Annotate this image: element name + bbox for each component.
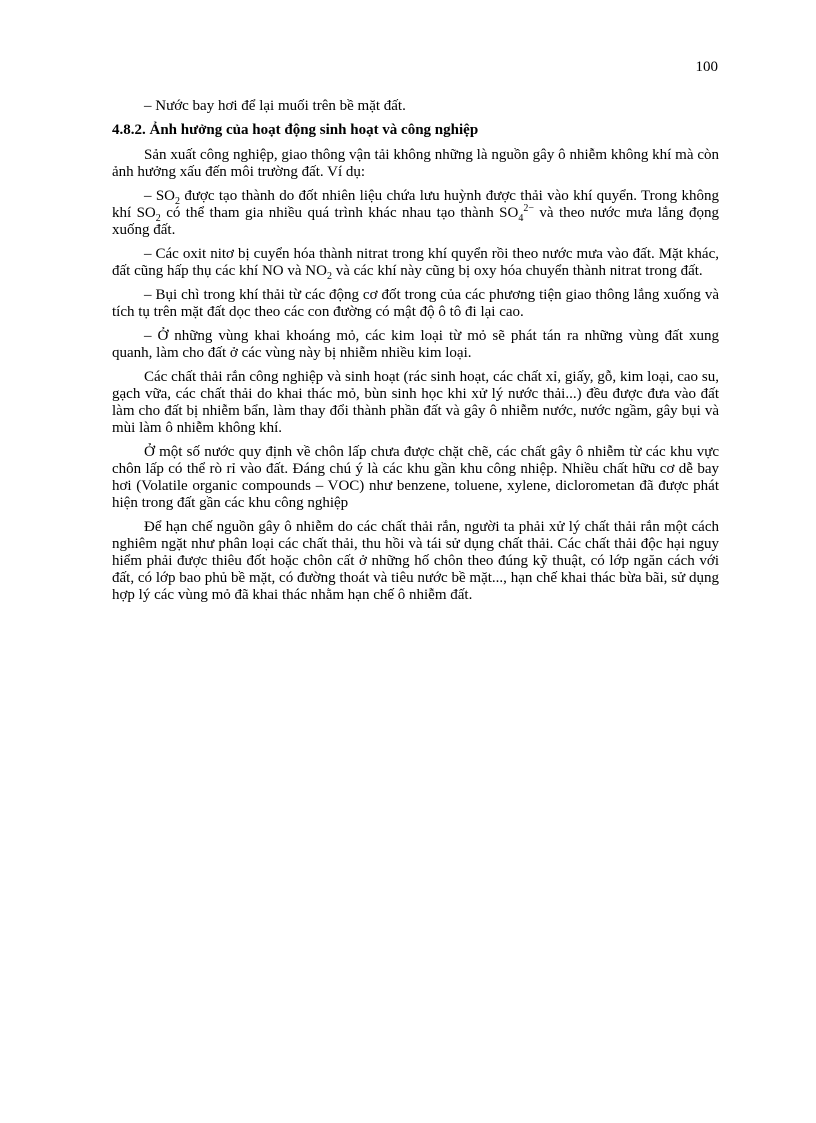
nox-text-2: và các khí này cũng bị oxy hóa chuyển thành nitrat trong đất. (331, 263, 703, 279)
so2-subscript-2: 2 (155, 213, 161, 224)
paragraph-intro: Sản xuất công nghiệp, giao thông vận tải không những là nguồn gây ô nhiễm không khí mà còn ảnh hưởng xấu đến môi trường đất. Ví dụ: (112, 147, 719, 180)
so4-superscript: 2− (523, 203, 534, 214)
page-number: 100 (695, 59, 718, 75)
bullet-evaporation: – Nước bay hơi để lại muối trên bề mặt đất. (144, 98, 406, 114)
so2-text-1: được tạo thành do đốt nhiên liệu chứa lưu huỳnh được thải vào khí quyển. Trong không khí SO (112, 188, 719, 221)
so2-dash: – SO (144, 188, 176, 204)
bullet-nitrogen-oxides (112, 246, 719, 280)
no2-subscript: 2 (326, 271, 332, 282)
so4-subscript: 4 (518, 213, 524, 224)
bullet-lead-dust: – Bụi chì trong khí thải từ các động cơ đốt trong của các phương tiện giao thông lắng xuống và tích tụ trên mặt đất dọc theo các con đường có mật độ ô tô đi lại cao. (112, 287, 719, 320)
so2-text-2: có thể tham gia nhiều quá trình khác nhau tạo thành SO (160, 205, 519, 221)
section-heading: 4.8.2. Ảnh hưởng của hoạt động sinh hoạt và công nghiệp (112, 122, 479, 138)
bullet-so2 (112, 188, 719, 239)
document-body (112, 98, 719, 611)
bullet-mining: – Ở những vùng khai khoáng mỏ, các kim loại từ mỏ sẽ phát tán ra những vùng đất xung quanh, làm cho đất ở các vùng này bị nhiễm nhiều kim loại. (112, 328, 719, 361)
paragraph-landfill: Ở một số nước quy định về chôn lấp chưa được chặt chẽ, các chất gây ô nhiễm từ các khu vực chôn lấp có thể rò rỉ vào đất. Đáng chú ý là các khu gần khu công nhiệp. Nhiều chất hữu cơ dễ bay hơi (Volatile organic compounds – VOC) như benzene, toluene, xylene, diclorometan đã được phát hiện trong đất gần các khu công nghiệp (112, 444, 719, 511)
paragraph-solid-waste: Các chất thải rắn công nghiệp và sinh hoạt (rác sinh hoạt, các chất xỉ, giấy, gỗ, kim loại, cao su, gạch vữa, các chất thải do khai thác mỏ, bùn sinh học khi xử lý nước thải...) đều được đưa vào đất làm cho đất bị nhiễm bẩn, làm thay đổi thành phần đất và gây ô nhiễm nước, nước ngầm, gây bụi và mùi làm ô nhiễm không khí. (112, 369, 719, 436)
nox-text-1: – Các oxit nitơ bị cuyển hóa thành nitrat trong khí quyển rồi theo nước mưa vào đất. Mặt khác, đất cũng hấp thụ các khí NO và NO (112, 246, 719, 279)
paragraph-mitigation: Để hạn chế nguồn gây ô nhiễm do các chất thải rắn, người ta phải xử lý chất thải rắn một cách nghiêm ngặt như phân loại các chất thải, thu hồi và tái sử dụng chất thải. Các chất thải độc hại nguy hiểm phải được thiêu đốt hoặc chôn cất ở những hố chôn theo đúng kỹ thuật, có lớp ngăn cách với đất, có lớp bao phủ bề mặt, có đường thoát và tiêu nước bề mặt..., hạn chế khai thác bừa bãi, sử dụng hợp lý các vùng mỏ đã khai thác nhằm hạn chế ô nhiễm đất. (112, 519, 719, 603)
so2-text-3: và theo nước mưa lắng đọng xuống đất. (112, 205, 720, 238)
so2-subscript: 2 (175, 196, 181, 207)
